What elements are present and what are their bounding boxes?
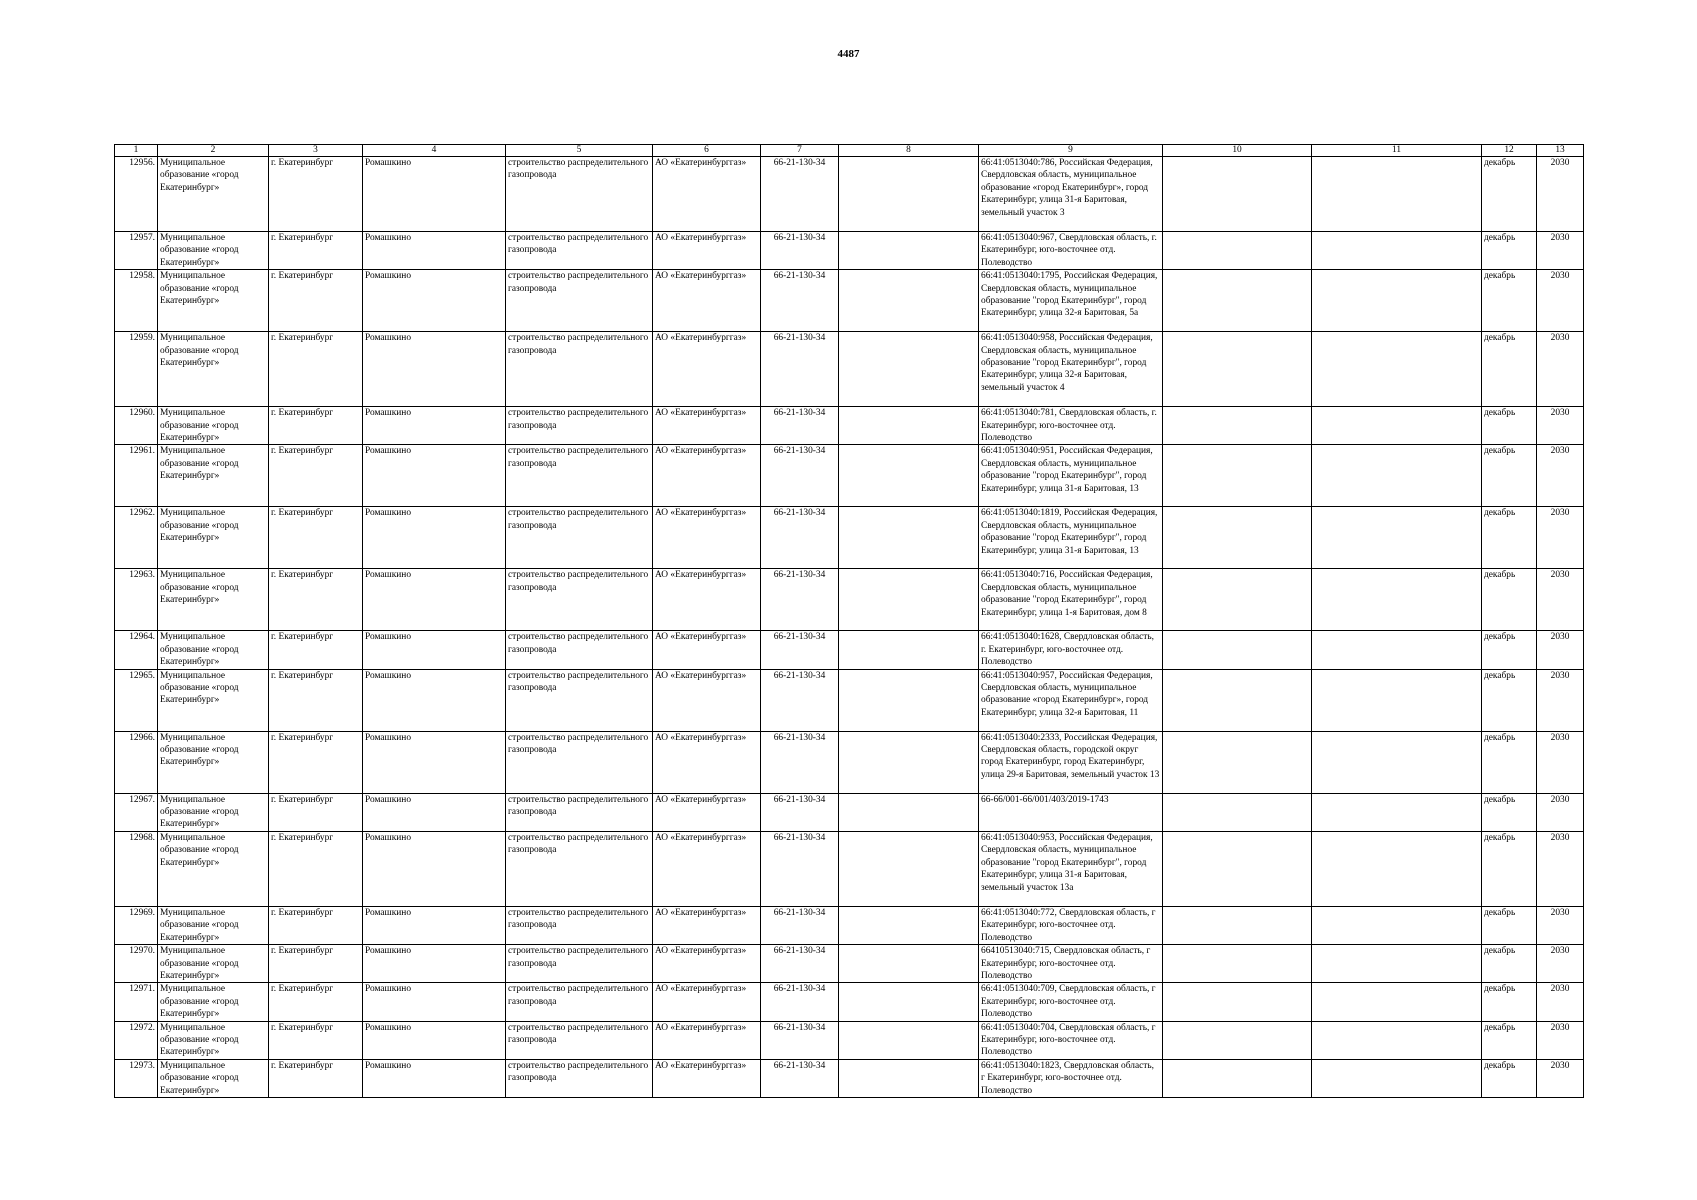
column-11-cell [1312,232,1482,270]
month-cell: декабрь [1482,445,1537,507]
work-type-cell: строительство распределительного газопровода [506,569,653,631]
work-type-cell: строительство распределительного газопровода [506,793,653,831]
code-cell: 66-21-130-34 [761,906,839,944]
row-number: 12972. [115,1021,158,1059]
year-cell: 2030 [1537,445,1584,507]
municipality-cell: Муниципальное образование «город Екатеринбург» [158,731,269,793]
column-header: 8 [839,145,979,157]
column-8-cell [839,407,979,445]
column-10-cell [1163,731,1312,793]
locality-cell: Ромашкино [363,793,506,831]
organization-cell: АО «Екатеринбурггаз» [653,332,761,407]
header-row [115,145,1584,157]
row-number: 12956. [115,157,158,232]
column-11-cell [1312,1059,1482,1097]
code-cell: 66-21-130-34 [761,945,839,983]
table-row [115,669,1584,731]
code-cell: 66-21-130-34 [761,270,839,332]
city-cell: г. Екатеринбург [269,793,363,831]
locality-cell: Ромашкино [363,507,506,569]
cadastral-cell: 66:41:0513040:781, Свердловская область, г. Екатеринбург, юго-восточнее отд. Полеводство [979,407,1163,445]
column-11-cell [1312,157,1482,232]
municipality-cell: Муниципальное образование «город Екатеринбург» [158,445,269,507]
row-number: 12968. [115,831,158,906]
table-row [115,507,1584,569]
column-10-cell [1163,793,1312,831]
table-row [115,1021,1584,1059]
month-cell: декабрь [1482,157,1537,232]
city-cell: г. Екатеринбург [269,631,363,669]
table-row [115,232,1584,270]
column-11-cell [1312,332,1482,407]
work-type-cell: строительство распределительного газопровода [506,407,653,445]
year-cell: 2030 [1537,407,1584,445]
column-10-cell [1163,445,1312,507]
organization-cell: АО «Екатеринбурггаз» [653,731,761,793]
column-8-cell [839,157,979,232]
code-cell: 66-21-130-34 [761,232,839,270]
table-row [115,831,1584,906]
work-type-cell: строительство распределительного газопровода [506,232,653,270]
municipality-cell: Муниципальное образование «город Екатеринбург» [158,793,269,831]
row-number: 12973. [115,1059,158,1097]
row-number: 12957. [115,232,158,270]
city-cell: г. Екатеринбург [269,669,363,731]
work-type-cell: строительство распределительного газопровода [506,157,653,232]
column-11-cell [1312,507,1482,569]
municipality-cell: Муниципальное образование «город Екатеринбург» [158,945,269,983]
code-cell: 66-21-130-34 [761,1021,839,1059]
municipality-cell: Муниципальное образование «город Екатеринбург» [158,157,269,232]
locality-cell: Ромашкино [363,731,506,793]
code-cell: 66-21-130-34 [761,631,839,669]
column-8-cell [839,507,979,569]
column-11-cell [1312,270,1482,332]
page-number: 4487 [837,48,860,60]
work-type-cell: строительство распределительного газопровода [506,669,653,731]
column-8-cell [839,232,979,270]
column-header: 10 [1163,145,1312,157]
year-cell: 2030 [1537,232,1584,270]
locality-cell: Ромашкино [363,1021,506,1059]
locality-cell: Ромашкино [363,232,506,270]
column-11-cell [1312,569,1482,631]
month-cell: декабрь [1482,731,1537,793]
column-header: 13 [1537,145,1584,157]
table-row [115,157,1584,232]
code-cell: 66-21-130-34 [761,507,839,569]
year-cell: 2030 [1537,569,1584,631]
column-10-cell [1163,1021,1312,1059]
city-cell: г. Екатеринбург [269,232,363,270]
column-11-cell [1312,945,1482,983]
cadastral-cell: 66:41:0513040:967, Свердловская область, г. Екатеринбург, юго-восточнее отд. Полеводство [979,232,1163,270]
municipality-cell: Муниципальное образование «город Екатеринбург» [158,831,269,906]
municipality-cell: Муниципальное образование «город Екатеринбург» [158,669,269,731]
month-cell: декабрь [1482,1021,1537,1059]
column-10-cell [1163,1059,1312,1097]
code-cell: 66-21-130-34 [761,731,839,793]
work-type-cell: строительство распределительного газопровода [506,445,653,507]
city-cell: г. Екатеринбург [269,407,363,445]
municipality-cell: Муниципальное образование «город Екатеринбург» [158,1059,269,1097]
column-10-cell [1163,831,1312,906]
column-11-cell [1312,983,1482,1021]
row-number: 12970. [115,945,158,983]
organization-cell: АО «Екатеринбурггаз» [653,569,761,631]
city-cell: г. Екатеринбург [269,157,363,232]
column-8-cell [839,631,979,669]
cadastral-cell: 66-66/001-66/001/403/2019-1743 [979,793,1163,831]
work-type-cell: строительство распределительного газопровода [506,831,653,906]
column-10-cell [1163,407,1312,445]
municipality-cell: Муниципальное образование «город Екатеринбург» [158,332,269,407]
cadastral-cell: 66:41:0513040:2333, Российская Федерация, Свердловская область, городской округ город Екатеринбург, город Екатеринбург, улица 29-я Баритовая, земельный участок 13 [979,731,1163,793]
month-cell: декабрь [1482,983,1537,1021]
work-type-cell: строительство распределительного газопровода [506,906,653,944]
row-number: 12969. [115,906,158,944]
code-cell: 66-21-130-34 [761,332,839,407]
column-11-cell [1312,669,1482,731]
city-cell: г. Екатеринбург [269,507,363,569]
work-type-cell: строительство распределительного газопровода [506,731,653,793]
year-cell: 2030 [1537,983,1584,1021]
work-type-cell: строительство распределительного газопровода [506,983,653,1021]
year-cell: 2030 [1537,1021,1584,1059]
organization-cell: АО «Екатеринбурггаз» [653,1059,761,1097]
column-header: 6 [653,145,761,157]
month-cell: декабрь [1482,631,1537,669]
column-10-cell [1163,332,1312,407]
organization-cell: АО «Екатеринбурггаз» [653,407,761,445]
year-cell: 2030 [1537,332,1584,407]
row-number: 12971. [115,983,158,1021]
work-type-cell: строительство распределительного газопровода [506,1021,653,1059]
year-cell: 2030 [1537,1059,1584,1097]
table-row [115,407,1584,445]
code-cell: 66-21-130-34 [761,793,839,831]
organization-cell: АО «Екатеринбурггаз» [653,232,761,270]
locality-cell: Ромашкино [363,631,506,669]
month-cell: декабрь [1482,793,1537,831]
column-8-cell [839,731,979,793]
locality-cell: Ромашкино [363,983,506,1021]
municipality-cell: Муниципальное образование «город Екатеринбург» [158,270,269,332]
code-cell: 66-21-130-34 [761,831,839,906]
cadastral-cell: 66:41:0513040:1823, Свердловская область, г Екатеринбург, юго-восточнее отд. Полеводство [979,1059,1163,1097]
year-cell: 2030 [1537,793,1584,831]
column-header: 7 [761,145,839,157]
column-8-cell [839,270,979,332]
city-cell: г. Екатеринбург [269,569,363,631]
locality-cell: Ромашкино [363,906,506,944]
column-header: 9 [979,145,1163,157]
organization-cell: АО «Екатеринбурггаз» [653,983,761,1021]
cadastral-cell: 66:41:0513040:951, Российская Федерация, Свердловская область, муниципальное образование "город Екатеринбург", город Екатеринбург, улица 31-я Баритовая, 13 [979,445,1163,507]
organization-cell: АО «Екатеринбурггаз» [653,793,761,831]
row-number: 12959. [115,332,158,407]
organization-cell: АО «Екатеринбурггаз» [653,270,761,332]
organization-cell: АО «Екатеринбурггаз» [653,831,761,906]
month-cell: декабрь [1482,669,1537,731]
table-row [115,631,1584,669]
column-8-cell [839,1021,979,1059]
month-cell: декабрь [1482,1059,1537,1097]
organization-cell: АО «Екатеринбурггаз» [653,445,761,507]
organization-cell: АО «Екатеринбурггаз» [653,1021,761,1059]
locality-cell: Ромашкино [363,1059,506,1097]
city-cell: г. Екатеринбург [269,945,363,983]
organization-cell: АО «Екатеринбурггаз» [653,631,761,669]
locality-cell: Ромашкино [363,669,506,731]
column-10-cell [1163,669,1312,731]
column-11-cell [1312,906,1482,944]
work-type-cell: строительство распределительного газопровода [506,270,653,332]
column-11-cell [1312,631,1482,669]
column-10-cell [1163,507,1312,569]
column-header: 1 [115,145,158,157]
column-header: 2 [158,145,269,157]
column-header: 5 [506,145,653,157]
locality-cell: Ромашкино [363,445,506,507]
column-8-cell [839,906,979,944]
table-row [115,270,1584,332]
column-8-cell [839,1059,979,1097]
cadastral-cell: 66:41:0513040:957, Российская Федерация, Свердловская область, муниципальное образование «город Екатеринбург», город Екатеринбург, улица 32-я Баритовая, 11 [979,669,1163,731]
code-cell: 66-21-130-34 [761,407,839,445]
column-8-cell [839,669,979,731]
month-cell: декабрь [1482,831,1537,906]
cadastral-cell: 66:41:0513040:953, Российская Федерация, Свердловская область, муниципальное образование "город Екатеринбург", город Екатеринбург, улица 31-я Баритовая, земельный участок 13а [979,831,1163,906]
city-cell: г. Екатеринбург [269,1021,363,1059]
column-header: 12 [1482,145,1537,157]
table-row [115,332,1584,407]
table-row [115,1059,1584,1097]
table-row [115,445,1584,507]
month-cell: декабрь [1482,232,1537,270]
organization-cell: АО «Екатеринбурггаз» [653,906,761,944]
municipality-cell: Муниципальное образование «город Екатеринбург» [158,631,269,669]
column-11-cell [1312,831,1482,906]
code-cell: 66-21-130-34 [761,157,839,232]
municipality-cell: Муниципальное образование «город Екатеринбург» [158,1021,269,1059]
year-cell: 2030 [1537,945,1584,983]
table-row [115,569,1584,631]
column-8-cell [839,983,979,1021]
locality-cell: Ромашкино [363,945,506,983]
column-11-cell [1312,731,1482,793]
column-11-cell [1312,407,1482,445]
municipality-cell: Муниципальное образование «город Екатеринбург» [158,906,269,944]
column-10-cell [1163,157,1312,232]
column-10-cell [1163,945,1312,983]
column-11-cell [1312,1021,1482,1059]
year-cell: 2030 [1537,270,1584,332]
table-row [115,983,1584,1021]
city-cell: г. Екатеринбург [269,445,363,507]
code-cell: 66-21-130-34 [761,983,839,1021]
cadastral-cell: 66:41:0513040:709, Свердловская область, г Екатеринбург, юго-восточнее отд. Полеводство [979,983,1163,1021]
cadastral-cell: 66:41:0513040:704, Свердловская область, г Екатеринбург, юго-восточнее отд. Полеводство [979,1021,1163,1059]
column-10-cell [1163,569,1312,631]
year-cell: 2030 [1537,831,1584,906]
municipality-cell: Муниципальное образование «город Екатеринбург» [158,407,269,445]
table-row [115,793,1584,831]
column-11-cell [1312,445,1482,507]
month-cell: декабрь [1482,332,1537,407]
column-8-cell [839,332,979,407]
month-cell: декабрь [1482,407,1537,445]
table-body [115,157,1584,1098]
column-8-cell [839,945,979,983]
column-11-cell [1312,793,1482,831]
month-cell: декабрь [1482,569,1537,631]
code-cell: 66-21-130-34 [761,445,839,507]
year-cell: 2030 [1537,906,1584,944]
city-cell: г. Екатеринбург [269,1059,363,1097]
locality-cell: Ромашкино [363,569,506,631]
cadastral-cell: 66410513040:715, Свердловская область, г Екатеринбург, юго-восточнее отд. Полеводство [979,945,1163,983]
municipality-cell: Муниципальное образование «город Екатеринбург» [158,232,269,270]
city-cell: г. Екатеринбург [269,906,363,944]
row-number: 12960. [115,407,158,445]
organization-cell: АО «Екатеринбурггаз» [653,507,761,569]
work-type-cell: строительство распределительного газопровода [506,945,653,983]
month-cell: декабрь [1482,945,1537,983]
column-10-cell [1163,906,1312,944]
column-8-cell [839,569,979,631]
row-number: 12963. [115,569,158,631]
work-type-cell: строительство распределительного газопровода [506,507,653,569]
column-10-cell [1163,631,1312,669]
row-number: 12965. [115,669,158,731]
city-cell: г. Екатеринбург [269,270,363,332]
row-number: 12961. [115,445,158,507]
code-cell: 66-21-130-34 [761,1059,839,1097]
column-10-cell [1163,232,1312,270]
work-type-cell: строительство распределительного газопровода [506,332,653,407]
locality-cell: Ромашкино [363,831,506,906]
year-cell: 2030 [1537,631,1584,669]
organization-cell: АО «Екатеринбурггаз» [653,669,761,731]
work-type-cell: строительство распределительного газопровода [506,1059,653,1097]
locality-cell: Ромашкино [363,270,506,332]
city-cell: г. Екатеринбург [269,983,363,1021]
code-cell: 66-21-130-34 [761,669,839,731]
column-header: 4 [363,145,506,157]
row-number: 12962. [115,507,158,569]
year-cell: 2030 [1537,669,1584,731]
month-cell: декабрь [1482,270,1537,332]
column-10-cell [1163,983,1312,1021]
municipality-cell: Муниципальное образование «город Екатеринбург» [158,569,269,631]
cadastral-cell: 66:41:0513040:1819, Российская Федерация, Свердловская область, муниципальное образование "город Екатеринбург", город Екатеринбург, улица 31-я Баритовая, 13 [979,507,1163,569]
table-row [115,906,1584,944]
municipality-cell: Муниципальное образование «город Екатеринбург» [158,983,269,1021]
organization-cell: АО «Екатеринбурггаз» [653,157,761,232]
column-10-cell [1163,270,1312,332]
locality-cell: Ромашкино [363,407,506,445]
column-8-cell [839,831,979,906]
row-number: 12966. [115,731,158,793]
month-cell: декабрь [1482,906,1537,944]
table-row [115,731,1584,793]
row-number: 12967. [115,793,158,831]
city-cell: г. Екатеринбург [269,332,363,407]
cadastral-cell: 66:41:0513040:1795, Российская Федерация, Свердловская область, муниципальное образование "город Екатеринбург", город Екатеринбург, улица 32-я Баритовая, 5а [979,270,1163,332]
year-cell: 2030 [1537,731,1584,793]
locality-cell: Ромашкино [363,332,506,407]
month-cell: декабрь [1482,507,1537,569]
organization-cell: АО «Екатеринбурггаз» [653,945,761,983]
city-cell: г. Екатеринбург [269,731,363,793]
register-table [114,144,1584,1098]
cadastral-cell: 66:41:0513040:958, Российская Федерация, Свердловская область, муниципальное образование "город Екатеринбург", город Екатеринбург, улица 32-я Баритовая, земельный участок 4 [979,332,1163,407]
cadastral-cell: 66:41:0513040:786, Российская Федерация, Свердловская область, муниципальное образование «город Екатеринбург», город Екатеринбург, улица 31-я Баритовая, земельный участок 3 [979,157,1163,232]
column-header: 11 [1312,145,1482,157]
column-8-cell [839,445,979,507]
row-number: 12964. [115,631,158,669]
cadastral-cell: 66:41:0513040:772, Свердловская область, г Екатеринбург, юго-восточнее отд. Полеводство [979,906,1163,944]
year-cell: 2030 [1537,157,1584,232]
code-cell: 66-21-130-34 [761,569,839,631]
column-header: 3 [269,145,363,157]
municipality-cell: Муниципальное образование «город Екатеринбург» [158,507,269,569]
locality-cell: Ромашкино [363,157,506,232]
row-number: 12958. [115,270,158,332]
column-8-cell [839,793,979,831]
cadastral-cell: 66:41:0513040:1628, Свердловская область, г. Екатеринбург, юго-восточнее отд. Полеводство [979,631,1163,669]
cadastral-cell: 66:41:0513040:716, Российская Федерация, Свердловская область, муниципальное образование "город Екатеринбург", город Екатеринбург, улица 1-я Баритовая, дом 8 [979,569,1163,631]
work-type-cell: строительство распределительного газопровода [506,631,653,669]
table-row [115,945,1584,983]
city-cell: г. Екатеринбург [269,831,363,906]
year-cell: 2030 [1537,507,1584,569]
